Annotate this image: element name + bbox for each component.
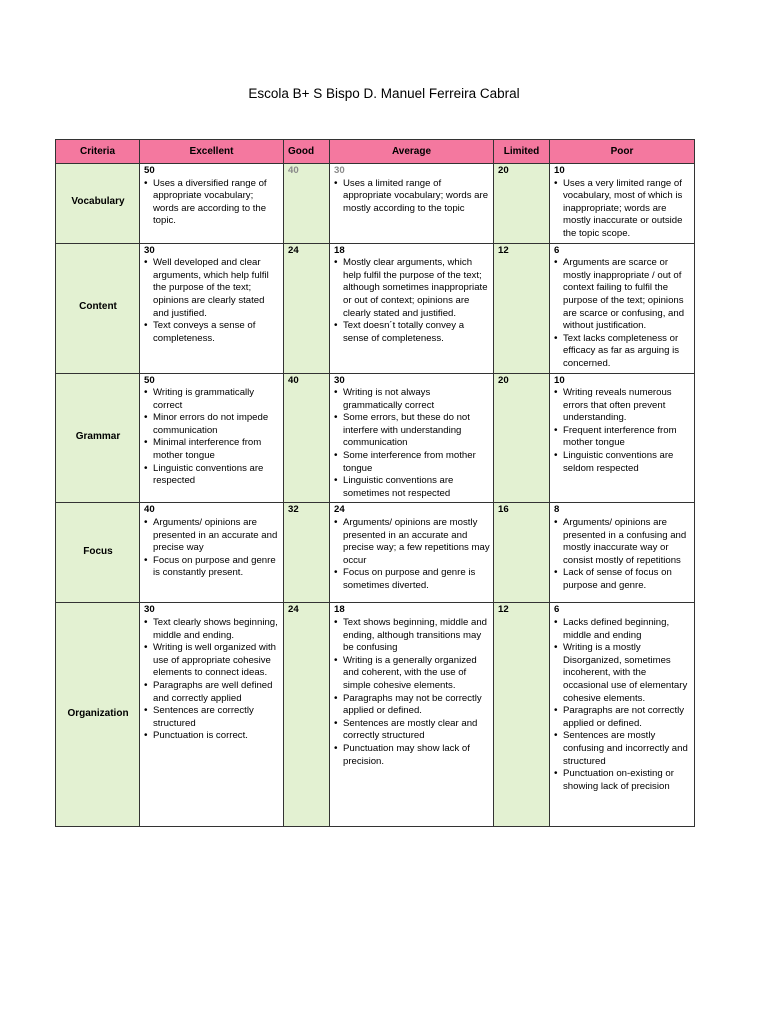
descriptor-list [334, 178, 490, 216]
header-row [56, 140, 695, 164]
descriptor-item: • Focus on purpose and genre is sometimes diverted. [334, 567, 490, 592]
descriptor-item: • Mostly clear arguments, which help fulfil the purpose of the text; although sometimes inappropriate or out of context; opinions are clearly stated and justified. [334, 257, 490, 320]
descriptor-item: • Text lacks completeness or efficacy as far as arguing is concerned. [554, 333, 691, 371]
header-average: Average [330, 140, 494, 164]
header-limited: Limited [494, 140, 550, 164]
score-value: 10 [554, 165, 565, 176]
descriptor-item: • Paragraphs are not correctly applied or defined. [554, 705, 691, 730]
poor-cell [550, 373, 695, 503]
header-good: Good [284, 140, 330, 164]
score-value: 20 [498, 165, 509, 176]
header-poor: Poor [550, 140, 695, 164]
score-value: 30 [334, 374, 345, 386]
excellent-cell [140, 503, 284, 603]
table-row [56, 503, 695, 603]
descriptor-item: • Arguments/ opinions are presented in an accurate and precise way [144, 517, 280, 555]
score-value: 50 [144, 374, 155, 386]
descriptor-item: • Text clearly shows beginning, middle and ending. [144, 617, 280, 642]
descriptor-item: • Well developed and clear arguments, which help fulfil the purpose of the text; opinions are clearly stated and justified. [144, 257, 280, 320]
descriptor-list [144, 617, 280, 743]
good-cell [284, 373, 330, 503]
good-cell [284, 243, 330, 373]
table-row [56, 243, 695, 373]
limited-cell [494, 243, 550, 373]
descriptor-item: • Minimal interference from mother tongue [144, 437, 280, 462]
excellent-cell [140, 373, 284, 503]
score-value: 18 [334, 244, 345, 256]
descriptor-item: • Writing is well organized with use of appropriate cohesive elements to connect ideas. [144, 642, 280, 680]
descriptor-item: • Text conveys a sense of completeness. [144, 320, 280, 345]
criteria-cell: Focus [56, 503, 140, 603]
score-value: 30 [144, 244, 155, 256]
score-value: 6 [554, 604, 560, 616]
descriptor-list [144, 178, 280, 228]
descriptor-item: • Linguistic conventions are sometimes not respected [334, 475, 490, 500]
descriptor-list [144, 387, 280, 488]
descriptor-list [334, 257, 490, 345]
descriptor-list [334, 517, 490, 593]
criteria-cell: Grammar [56, 373, 140, 503]
score-value: 24 [288, 244, 299, 256]
descriptor-item: • Arguments/ opinions are mostly presented in an accurate and precise way; a few repetitions may occur [334, 517, 490, 567]
score-value: 18 [334, 604, 345, 616]
score-value: 12 [498, 604, 509, 616]
descriptor-item: • Punctuation is correct. [144, 730, 280, 743]
descriptor-list [554, 387, 691, 475]
descriptor-item: • Uses a diversified range of appropriate vocabulary; words are according to the topic. [144, 178, 280, 228]
table-row [56, 373, 695, 503]
descriptor-item: • Paragraphs are well defined and correctly applied [144, 680, 280, 705]
table-row [56, 164, 695, 244]
score-value: 24 [334, 504, 345, 516]
rubric-table [55, 139, 695, 827]
table-row [56, 603, 695, 827]
descriptor-item: • Paragraphs may not be correctly applied or defined. [334, 693, 490, 718]
descriptor-item: • Linguistic conventions are respected [144, 463, 280, 488]
average-cell [330, 603, 494, 827]
descriptor-item: • Writing is not always grammatically correct [334, 387, 490, 412]
descriptor-item: • Arguments are scarce or mostly inappropriate / out of context failing to fulfil the purpose of the text; opinions are scarce or confusing, and without justification. [554, 257, 691, 333]
good-cell [284, 603, 330, 827]
descriptor-item: • Sentences are mostly confusing and incorrectly and structured [554, 730, 691, 768]
descriptor-item: • Sentences are correctly structured [144, 705, 280, 730]
descriptor-item: • Text shows beginning, middle and ending, although transitions may be confusing [334, 617, 490, 655]
descriptor-item: • Writing is a mostly Disorganized, sometimes incoherent, with the occasional use of elementary cohesive elements. [554, 642, 691, 705]
excellent-cell [140, 164, 284, 244]
score-value: 12 [498, 244, 509, 256]
score-value: 30 [334, 165, 345, 176]
descriptor-item: • Arguments/ opinions are presented in a confusing and mostly inaccurate way or consist mostly of repetitions [554, 517, 691, 567]
descriptor-list [554, 517, 691, 593]
descriptor-list [144, 257, 280, 345]
average-cell [330, 164, 494, 244]
header-criteria: Criteria [56, 140, 140, 164]
excellent-cell [140, 243, 284, 373]
score-value: 6 [554, 244, 560, 256]
poor-cell [550, 503, 695, 603]
descriptor-item: • Uses a very limited range of vocabulary, most of which is inappropriate; words are mostly inaccurate or outside the topic scope. [554, 178, 691, 241]
score-value: 30 [144, 604, 155, 616]
score-value: 50 [144, 165, 155, 176]
descriptor-item: • Minor errors do not impede communication [144, 412, 280, 437]
descriptor-list [554, 257, 691, 370]
excellent-cell [140, 603, 284, 827]
descriptor-item: • Uses a limited range of appropriate vocabulary; words are mostly according to the topic [334, 178, 490, 216]
descriptor-item: • Writing reveals numerous errors that often prevent understanding. [554, 387, 691, 425]
score-value: 40 [144, 504, 155, 516]
header-excellent: Excellent [140, 140, 284, 164]
descriptor-item: • Lack of sense of focus on purpose and genre. [554, 567, 691, 592]
descriptor-item: • Some interference from mother tongue [334, 450, 490, 475]
descriptor-item: • Text doesn´t totally convey a sense of completeness. [334, 320, 490, 345]
descriptor-item: • Frequent interference from mother tongue [554, 425, 691, 450]
descriptor-list [554, 178, 691, 241]
limited-cell [494, 603, 550, 827]
score-value: 10 [554, 374, 565, 386]
limited-cell [494, 503, 550, 603]
limited-cell [494, 164, 550, 244]
good-cell [284, 503, 330, 603]
descriptor-list [554, 617, 691, 793]
descriptor-item: • Lacks defined beginning, middle and ending [554, 617, 691, 642]
descriptor-item: • Writing is a generally organized and coherent, with the use of simple cohesive elements. [334, 655, 490, 693]
criteria-cell: Organization [56, 603, 140, 827]
score-value: 24 [288, 604, 299, 616]
document-title: Escola B+ S Bispo D. Manuel Ferreira Cabral [248, 86, 520, 101]
score-value: 40 [288, 374, 299, 386]
poor-cell [550, 243, 695, 373]
descriptor-list [144, 517, 280, 580]
criteria-cell: Vocabulary [56, 164, 140, 244]
score-value: 32 [288, 504, 299, 516]
poor-cell [550, 603, 695, 827]
average-cell [330, 373, 494, 503]
score-value: 40 [288, 165, 299, 176]
descriptor-item: • Some errors, but these do not interfere with understanding communication [334, 412, 490, 450]
score-value: 8 [554, 504, 560, 516]
poor-cell [550, 164, 695, 244]
criteria-cell: Content [56, 243, 140, 373]
score-value: 16 [498, 504, 509, 516]
average-cell [330, 503, 494, 603]
descriptor-item: • Punctuation may show lack of precision. [334, 743, 490, 768]
descriptor-list [334, 387, 490, 500]
descriptor-item: • Punctuation on-existing or showing lack of precision [554, 768, 691, 793]
descriptor-item: • Writing is grammatically correct [144, 387, 280, 412]
descriptor-list [334, 617, 490, 768]
limited-cell [494, 373, 550, 503]
good-cell [284, 164, 330, 244]
descriptor-item: • Linguistic conventions are seldom respected [554, 450, 691, 475]
average-cell [330, 243, 494, 373]
descriptor-item: • Focus on purpose and genre is constantly present. [144, 555, 280, 580]
descriptor-item: • Sentences are mostly clear and correctly structured [334, 718, 490, 743]
score-value: 20 [498, 374, 509, 386]
